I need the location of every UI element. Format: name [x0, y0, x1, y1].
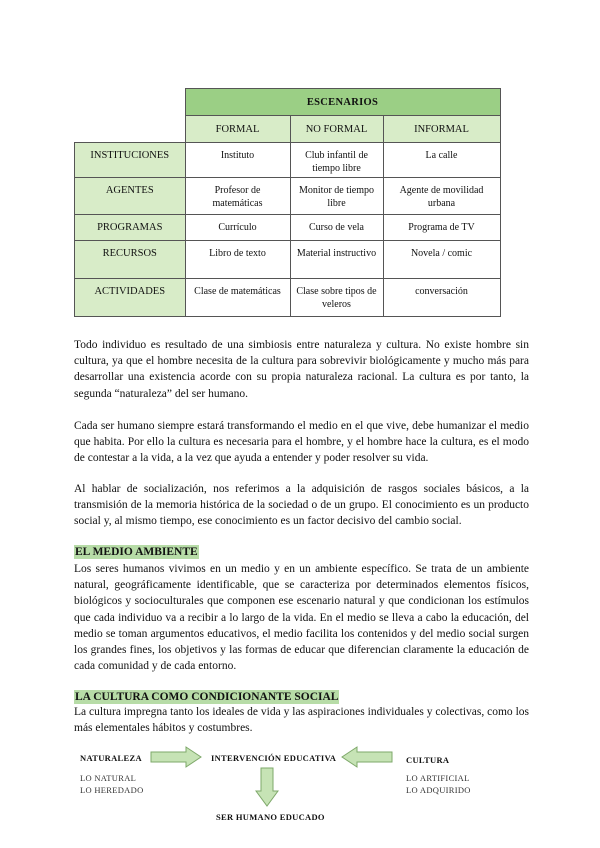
table-row [75, 143, 501, 178]
row-header: PROGRAMAS [75, 215, 186, 241]
table-cell: Novela / comic [383, 241, 500, 279]
escenarios-table [74, 88, 501, 317]
column-header: FORMAL [185, 116, 290, 143]
diagram-intervencion: INTERVENCIÓN EDUCATIVA [211, 753, 337, 763]
arrow-left-icon [341, 746, 393, 768]
table-cell: Material instructivo [290, 241, 383, 279]
table-cell: Currículo [185, 215, 290, 241]
table-cell: Monitor de tiempo libre [290, 178, 383, 215]
row-header: ACTIVIDADES [75, 279, 186, 317]
row-header: RECURSOS [75, 241, 186, 279]
diagram-naturaleza: NATURALEZA [80, 753, 142, 763]
row-header: INSTITUCIONES [75, 143, 186, 178]
table-row [75, 178, 501, 215]
table-cell: conversación [383, 279, 500, 317]
diagram-cultura: CULTURA [406, 755, 450, 765]
table-cell: Club infantil de tiempo libre [290, 143, 383, 178]
table-row [75, 279, 501, 317]
table-title: ESCENARIOS [185, 89, 500, 116]
diagram-lo-natural: LO NATURAL [80, 773, 137, 783]
table-cell: Profesor de matemáticas [185, 178, 290, 215]
table-row [75, 215, 501, 241]
paragraph-socializacion: Al hablar de socialización, nos referimos a la adquisición de rasgos sociales básicos, a la transmisión de la memoria histórica de la sociedad o de un grupo. El conocimiento es un producto social y, al mismo tiempo, ese conocimiento es un factor decisivo del cambio social. [74, 483, 529, 528]
heading-medio-ambiente: EL MEDIO AMBIENTE [75, 546, 198, 558]
diagram-lo-heredado: LO HEREDADO [80, 785, 144, 795]
table-cell: Clase sobre tipos de veleros [290, 279, 383, 317]
table-cell: Libro de texto [185, 241, 290, 279]
heading-cultura-condicionante: LA CULTURA COMO CONDICIONANTE SOCIAL [75, 691, 339, 703]
paragraph-cultura: La cultura impregna tanto los ideales de vida y las aspiraciones individuales y colectivas, como los más elementales hábitos y costumbres. [74, 706, 529, 735]
table-row [75, 241, 501, 279]
table-cell: Instituto [185, 143, 290, 178]
diagram-lo-adquirido: LO ADQUIRIDO [406, 785, 471, 795]
paragraph-transformacion: Cada ser humano siempre estará transformando el medio en el que vive, debe humanizar el medio que habita. Por ello la cultura es necesaria para el hombre, y el hombre hace la cultura, es el modo de contestar a la vida, a la vez que ayuda a entender y poder resolver su vida. [74, 420, 529, 465]
table-cell: Agente de movilidad urbana [383, 178, 500, 215]
arrow-down-icon [255, 767, 279, 807]
table-cell: Clase de matemáticas [185, 279, 290, 317]
table-cell: Curso de vela [290, 215, 383, 241]
column-header: INFORMAL [383, 116, 500, 143]
diagram-ser-humano-educado: SER HUMANO EDUCADO [216, 812, 325, 822]
paragraph-medio-ambiente: Los seres humanos vivimos en un medio y en un ambiente específico. Se trata de un ambiente natural, geográficamente identificable, que se caracteriza por determinados elementos físicos, biológicos y socioculturales que componen ese escenario natural y que condicionan los estímulos que cada individuo va a recibir a lo largo de la vida. En el medio se lleva a cabo la educación, del medio se toman argumentos educativos, el medio facilita los contenidos y del medio social surgen los grandes fines, los objetivos y las formas de educar que diferencian claramente la educación de cada comunidad y de cada entorno. [74, 563, 529, 673]
table-cell: La calle [383, 143, 500, 178]
table-cell: Programa de TV [383, 215, 500, 241]
arrow-right-icon [150, 746, 202, 768]
column-header: NO FORMAL [290, 116, 383, 143]
row-header: AGENTES [75, 178, 186, 215]
paragraph-simbiosis: Todo individuo es resultado de una simbiosis entre naturaleza y cultura. No existe hombre sin cultura, ya que el hombre necesita de la cultura para sobrevivir biológicamente y mucho más para desarrollar una existencia acorde con su propia naturaleza racional. La cultura es por tanto, la segunda “naturaleza” del ser humano. [74, 339, 529, 400]
diagram-lo-artificial: LO ARTIFICIAL [406, 773, 470, 783]
